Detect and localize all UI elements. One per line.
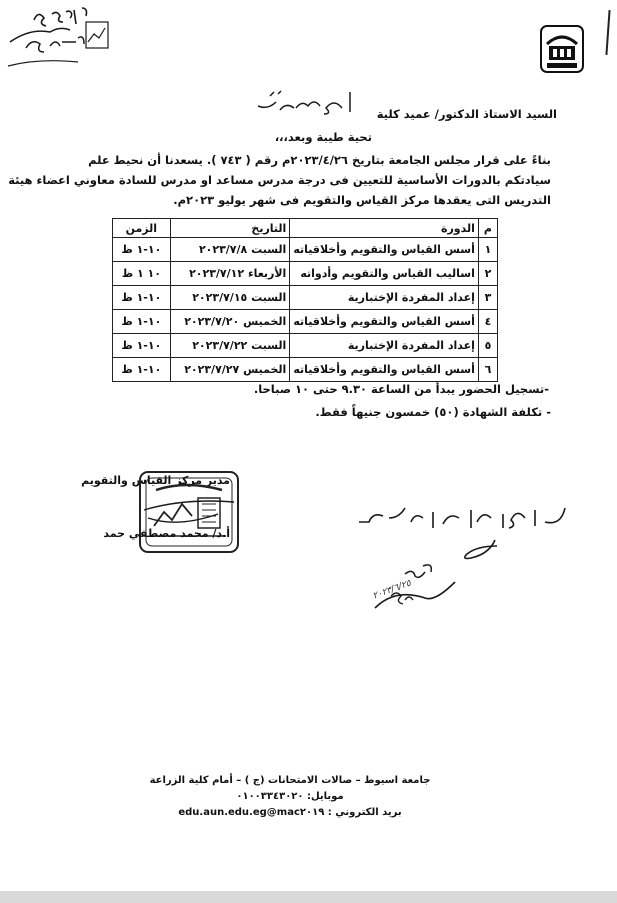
row-time: ١٠-١ ظ [113, 334, 171, 358]
margin-line [605, 10, 610, 55]
handwritten-date-note: ٢٠٢٣/٦/٢٥ [371, 578, 413, 602]
table-row [113, 334, 498, 358]
row-course: أسس القياس والتقويم وأخلاقياته [290, 238, 479, 262]
row-date: السبت ٢٠٢٣/٧/١٥ [170, 286, 290, 310]
table-row [113, 310, 498, 334]
row-course: إعداد المفردة الإختبارية [290, 286, 479, 310]
header-time: الزمن [113, 219, 171, 238]
header-date: التاريخ [170, 219, 290, 238]
header-course: الدورة [290, 219, 479, 238]
row-num: ٥ [478, 334, 497, 358]
salutation: السيد الاستاذ الدكتور/ عميد كلية [376, 107, 557, 121]
row-time: ١٠-١ ظ [113, 238, 171, 262]
row-num: ٣ [478, 286, 497, 310]
row-date: الأربعاء ٢٠٢٣/٧/١٢ [170, 262, 290, 286]
greeting: تحية طيبة وبعد،،، [274, 130, 372, 144]
row-date: السبت ٢٠٢٣/٧/٢٢ [170, 334, 290, 358]
row-date: الخميس ٢٠٢٣/٧/٢٧ [170, 358, 290, 382]
handwritten-referral-note [335, 488, 575, 638]
footer-email: بريد الكتروني : mac٢٠١٩@edu.aun.edu.eg [178, 807, 402, 818]
row-num: ٢ [478, 262, 497, 286]
university-logo-icon [539, 24, 585, 74]
courses-table [112, 218, 498, 382]
table-row [113, 262, 498, 286]
handwritten-registration-number [4, 2, 114, 74]
paragraph-line: بناءً على قرار مجلس الجامعة بتاريخ ٢٠٢٣/٤/٢٦م رقم ( ٧٤٣ ). يسعدنا أن نحيط علم [88, 153, 551, 167]
handwritten-faculty-name [250, 88, 360, 118]
header-num: م [478, 219, 497, 238]
row-num: ٤ [478, 310, 497, 334]
row-num: ١ [478, 238, 497, 262]
paragraph-line: سيادتكم بالدورات الأساسية للتعيين فى درجة مدرس مساعد او مدرس للسادة معاوني اعضاء هيئة [8, 173, 551, 187]
row-course: اساليب القياس والتقويم وأدواته [290, 262, 479, 286]
table-row [113, 238, 498, 262]
table-row [113, 358, 498, 382]
signature-title: مدير مركز القياس والتقويم [81, 474, 230, 487]
note-attendance: -تسجيل الحضور يبدأ من الساعة ٩.٣٠ حتى ١٠ صباحا. [253, 382, 549, 396]
table-header-row [113, 219, 498, 238]
row-date: الخميس ٢٠٢٣/٧/٢٠ [170, 310, 290, 334]
row-course: أسس القياس والتقويم وأخلاقياته [290, 310, 479, 334]
row-course: إعداد المفردة الإختبارية [290, 334, 479, 358]
official-stamp-icon [134, 466, 244, 558]
footer-address: جامعة اسيوط – صالات الامتحانات (ج ) – أمام كلية الزراعة [149, 775, 431, 786]
row-num: ٦ [478, 358, 497, 382]
note-certificate-fee: - تكلفة الشهادة (٥٠) خمسون جنيهاً فقط. [315, 405, 551, 419]
paragraph-line: التدريس التى يعقدها مركز القياس والتقويم فى شهر يوليو ٢٠٢٣م. [173, 193, 551, 207]
row-time: ١٠-١ ظ [113, 358, 171, 382]
footer-mobile: موبايل: ٠١٠٠٣٣٤٣٠٢٠ [236, 791, 344, 802]
row-time: ١٠-١ ظ [113, 286, 171, 310]
row-date: السبت ٢٠٢٣/٧/٨ [170, 238, 290, 262]
table-row [113, 286, 498, 310]
row-time: ١٠ ١ ظ [113, 262, 171, 286]
signature-name: أ.د/ محمد مصطفي حمد [103, 527, 230, 540]
scan-bottom-strip [0, 891, 617, 903]
row-course: أسس القياس والتقويم وأخلاقياته [290, 358, 479, 382]
row-time: ١٠-١ ظ [113, 310, 171, 334]
body-paragraph [8, 150, 551, 210]
